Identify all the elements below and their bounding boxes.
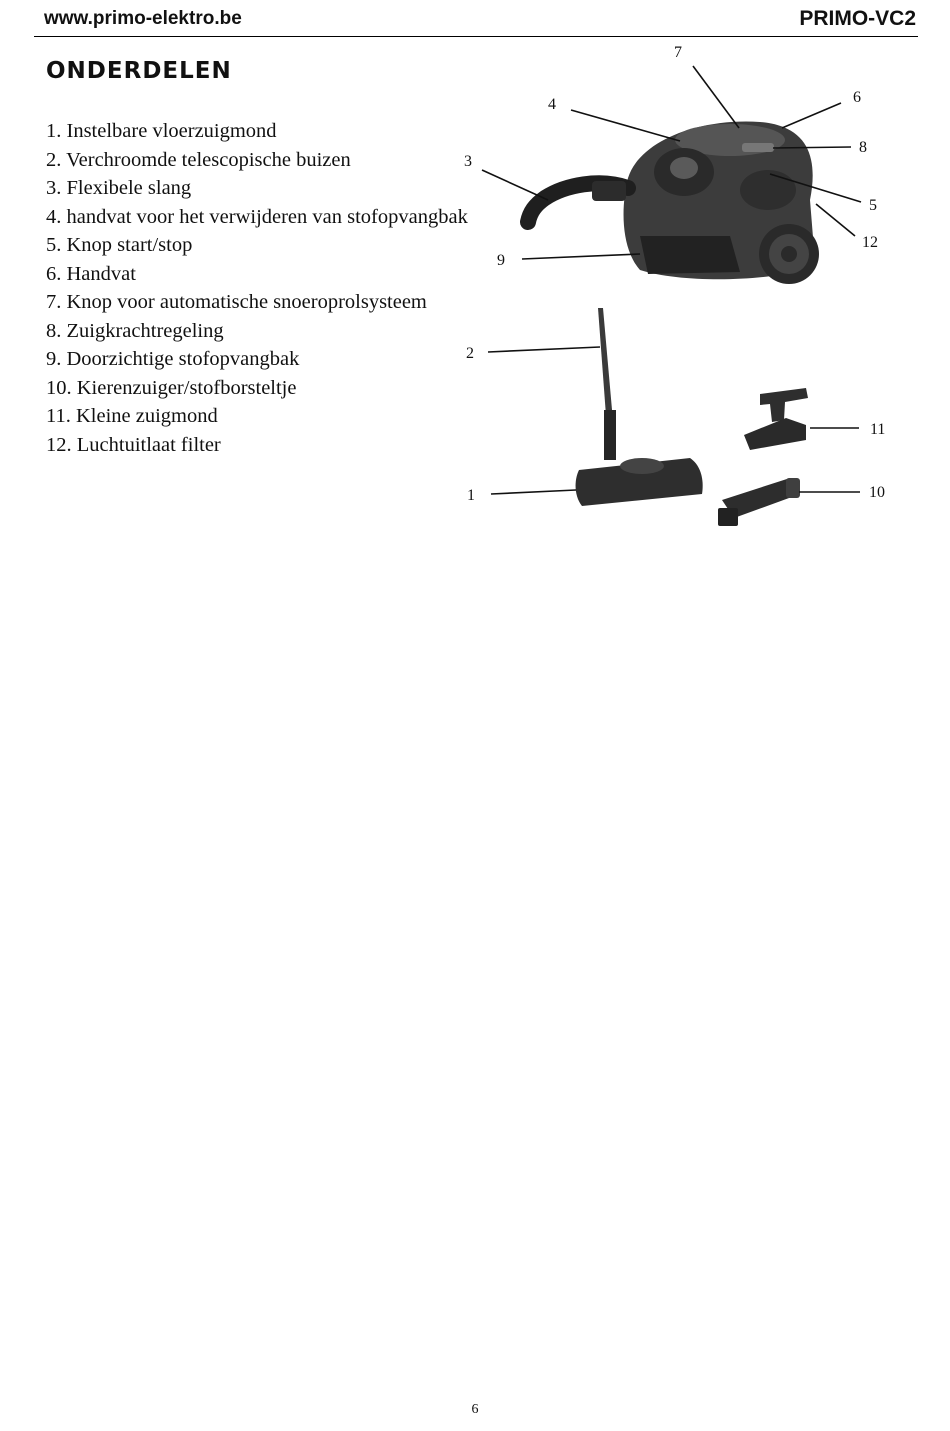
part-item-2: 2. Verchroomde telescopische buizen — [46, 148, 351, 171]
callout-2: 2 — [466, 345, 474, 362]
part-item-1: 1. Instelbare vloerzuigmond — [46, 120, 277, 142]
vacuum-parts-diagram — [455, 38, 915, 548]
part-item-6: 6. Handvat — [46, 262, 136, 285]
crevice-tool-illustration — [718, 478, 800, 526]
page-number: 6 — [471, 1402, 479, 1417]
callout-1: 1 — [467, 487, 475, 504]
callout-6: 6 — [853, 89, 861, 106]
part-item-3: 3. Flexibele slang — [46, 177, 192, 199]
tube-and-nozzle-illustration — [576, 308, 703, 506]
part-item-9: 9. Doorzichtige stofopvangbak — [46, 348, 300, 370]
callout-5: 5 — [869, 197, 877, 214]
callout-10: 10 — [869, 484, 885, 501]
callout-11: 11 — [870, 421, 886, 438]
section-title: ONDERDELEN — [46, 58, 232, 84]
part-item-7: 7. Knop voor automatische snoeroprolsysteem — [46, 291, 427, 313]
part-item-10: 10. Kierenzuiger/stofborsteltje — [46, 376, 297, 399]
callout-3: 3 — [464, 153, 472, 170]
callout-7: 7 — [674, 44, 682, 61]
small-nozzle-illustration — [744, 388, 808, 450]
part-item-11: 11. Kleine zuigmond — [46, 405, 218, 427]
part-item-12: 12. Luchtuitlaat filter — [46, 433, 221, 456]
callout-12: 12 — [862, 234, 878, 251]
callout-4: 4 — [548, 96, 556, 113]
part-item-5: 5. Knop start/stop — [46, 234, 193, 256]
vacuum-body-illustration — [528, 122, 819, 284]
part-item-4: 4. handvat voor het verwijderen van stofopvangbak — [46, 205, 468, 228]
page-header — [34, 4, 918, 37]
part-item-8: 8. Zuigkrachtregeling — [46, 319, 224, 342]
parts-list — [46, 117, 468, 459]
model-name: PRIMO-VC2 — [799, 7, 916, 30]
callout-8: 8 — [859, 139, 867, 156]
callout-9: 9 — [497, 252, 505, 269]
website-url: www.primo-elektro.be — [44, 8, 242, 29]
